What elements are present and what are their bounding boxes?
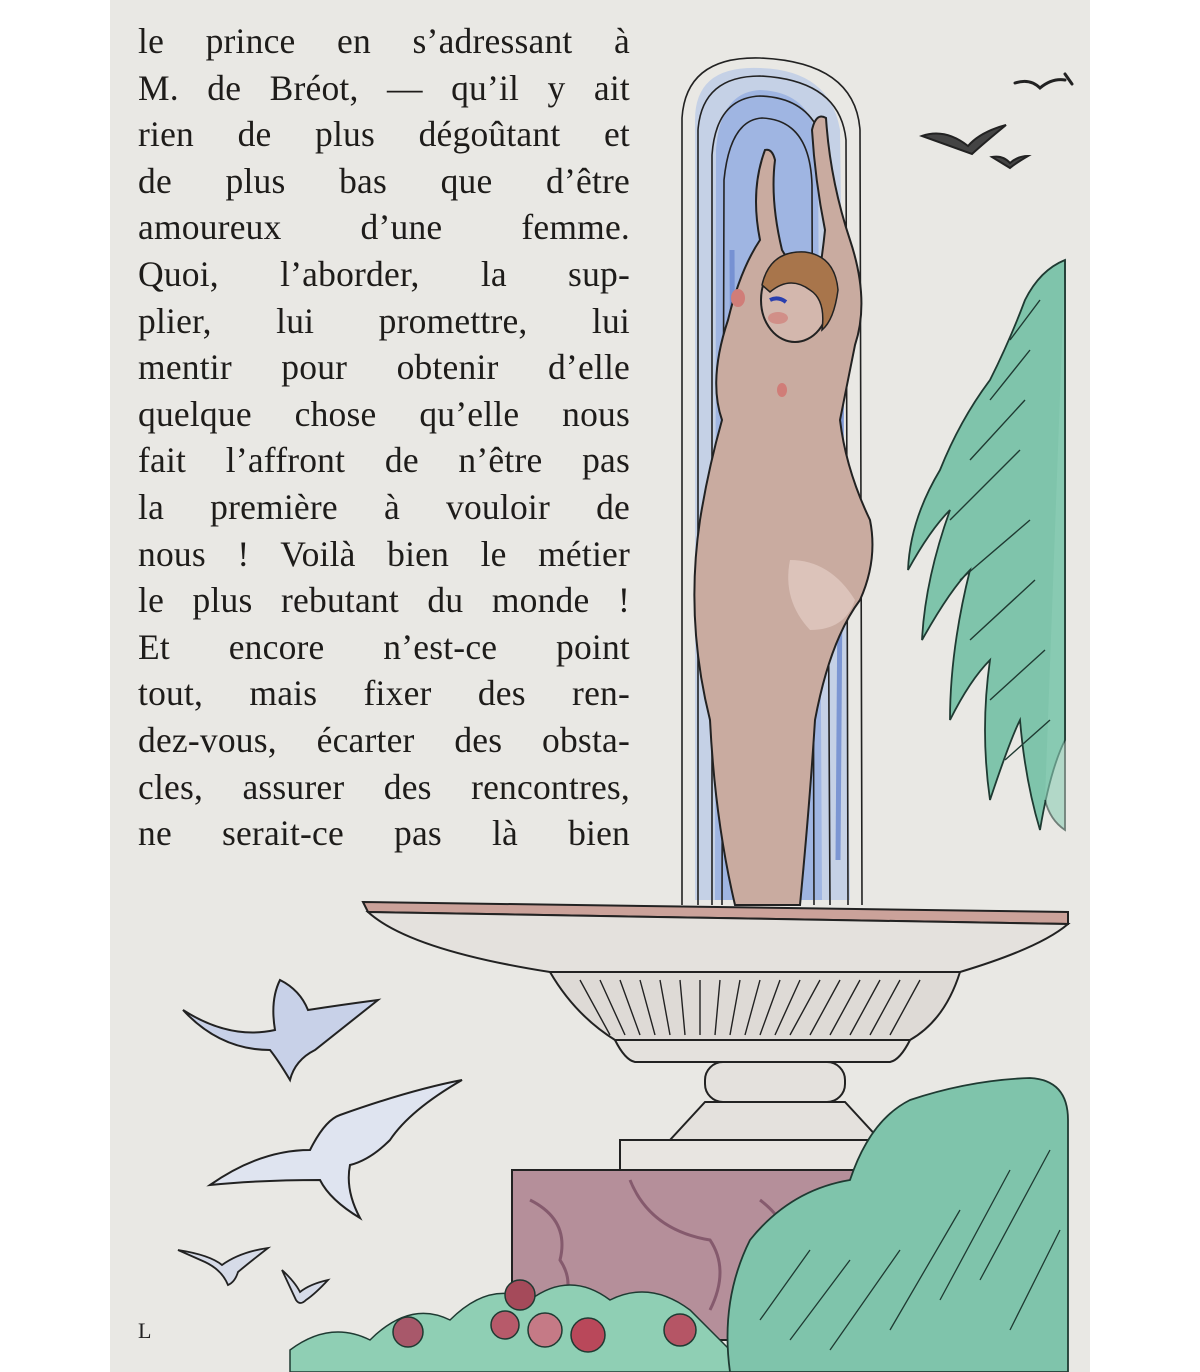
text-line: mentir pour obtenir d’elle bbox=[138, 347, 630, 388]
dove-icon bbox=[183, 980, 378, 1080]
bird-icon bbox=[282, 1270, 328, 1303]
bird-icon bbox=[1015, 74, 1072, 88]
text-line: plier, lui promettre, lui bbox=[138, 300, 630, 341]
text-line: le prince en s’adressant à bbox=[138, 21, 630, 61]
text-line: de plus bas que d’être bbox=[138, 160, 630, 201]
text-line: tout, mais fixer des ren- bbox=[138, 673, 630, 714]
text-line: amoureux d’une femme. bbox=[138, 207, 630, 248]
text-line: le plus rebutant du monde ! bbox=[138, 580, 630, 621]
text-line: M. de Bréot, — qu’il y ait bbox=[138, 67, 630, 108]
dove-icon bbox=[210, 1080, 462, 1218]
text-line: la première à vouloir de bbox=[138, 486, 630, 527]
bird-icon bbox=[922, 125, 1006, 154]
fountain-illustration bbox=[110, 0, 1090, 1372]
book-page bbox=[110, 0, 1090, 1372]
text-line: ne serait-ce pas là bien bbox=[138, 813, 630, 854]
text-line: nous ! Voilà bien le métier bbox=[138, 533, 630, 574]
bird-icon bbox=[178, 1248, 268, 1285]
text-line: quelque chose qu’elle nous bbox=[138, 393, 630, 434]
text-line: rien de plus dégoûtant et bbox=[138, 114, 630, 155]
bird-icon bbox=[992, 156, 1028, 168]
foliage-tree bbox=[908, 260, 1065, 830]
text-line: Et encore n’est-ce point bbox=[138, 626, 630, 667]
text-line: dez-vous, écarter des obsta- bbox=[138, 719, 630, 760]
folio-mark: L bbox=[138, 1318, 152, 1343]
text-line: cles, assurer des rencontres, bbox=[138, 766, 630, 807]
text-line: fait l’affront de n’être pas bbox=[138, 440, 630, 481]
text-line: Quoi, l’aborder, la sup- bbox=[138, 253, 630, 294]
